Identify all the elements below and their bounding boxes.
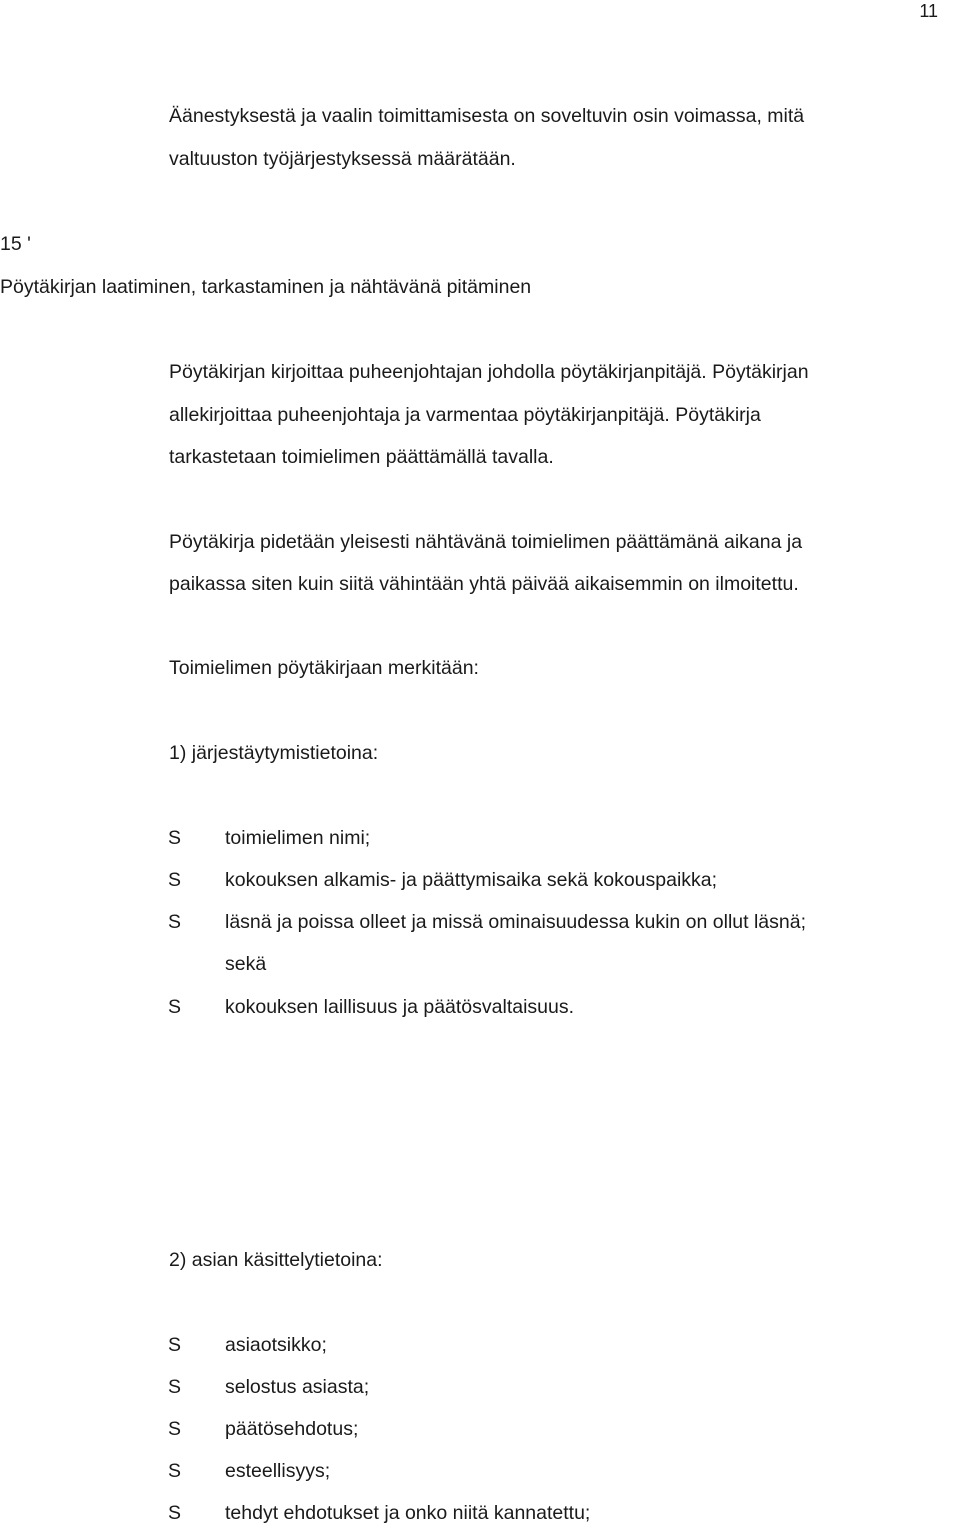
page-number: 11 <box>919 1 938 21</box>
list-item: toimielimen nimi; <box>225 827 371 849</box>
intro-line: Äänestyksestä ja vaalin toimittamisesta on soveltuvin osin voimassa, mitä <box>169 105 805 127</box>
section-number: 15 ' <box>0 233 31 255</box>
bullet-marker: S <box>168 869 182 891</box>
paragraph-line: Pöytäkirjan kirjoittaa puheenjohtajan johdolla pöytäkirjanpitäjä. Pöytäkirjan <box>169 361 809 383</box>
list-item: asiaotsikko; <box>225 1334 327 1356</box>
list-heading: 1) järjestäytymistietoina: <box>169 742 379 764</box>
bullet-marker: S <box>168 996 182 1018</box>
list-item: päätösehdotus; <box>225 1418 359 1440</box>
paragraph-line: Toimielimen pöytäkirjaan merkitään: <box>169 657 479 679</box>
bullet-marker: S <box>168 827 182 849</box>
list-item: selostus asiasta; <box>225 1376 370 1398</box>
list-item: kokouksen laillisuus ja päätösvaltaisuus. <box>225 996 575 1018</box>
list-item-continuation: sekä <box>225 953 267 975</box>
section-title: Pöytäkirjan laatiminen, tarkastaminen ja nähtävänä pitäminen <box>0 276 532 298</box>
paragraph-line: tarkastetaan toimielimen päättämällä tavalla. <box>169 446 554 468</box>
list-item: kokouksen alkamis- ja päättymisaika sekä kokouspaikka; <box>225 869 718 891</box>
intro-line: valtuuston työjärjestyksessä määrätään. <box>169 148 516 170</box>
bullet-marker: S <box>168 1502 182 1524</box>
paragraph-line: paikassa siten kuin siitä vähintään yhtä päivää aikaisemmin on ilmoitettu. <box>169 573 799 595</box>
bullet-marker: S <box>168 911 182 933</box>
list-item: läsnä ja poissa olleet ja missä ominaisuudessa kukin on ollut läsnä; <box>225 911 806 933</box>
list-item: esteellisyys; <box>225 1460 331 1482</box>
bullet-marker: S <box>168 1418 182 1440</box>
paragraph-line: Pöytäkirja pidetään yleisesti nähtävänä toimielimen päättämänä aikana ja <box>169 531 803 553</box>
list-heading: 2) asian käsittelytietoina: <box>169 1249 383 1271</box>
bullet-marker: S <box>168 1376 182 1398</box>
bullet-marker: S <box>168 1334 182 1356</box>
list-item: tehdyt ehdotukset ja onko niitä kannatettu; <box>225 1502 591 1524</box>
bullet-marker: S <box>168 1460 182 1482</box>
paragraph-line: allekirjoittaa puheenjohtaja ja varmentaa pöytäkirjanpitäjä. Pöytäkirja <box>169 404 761 426</box>
